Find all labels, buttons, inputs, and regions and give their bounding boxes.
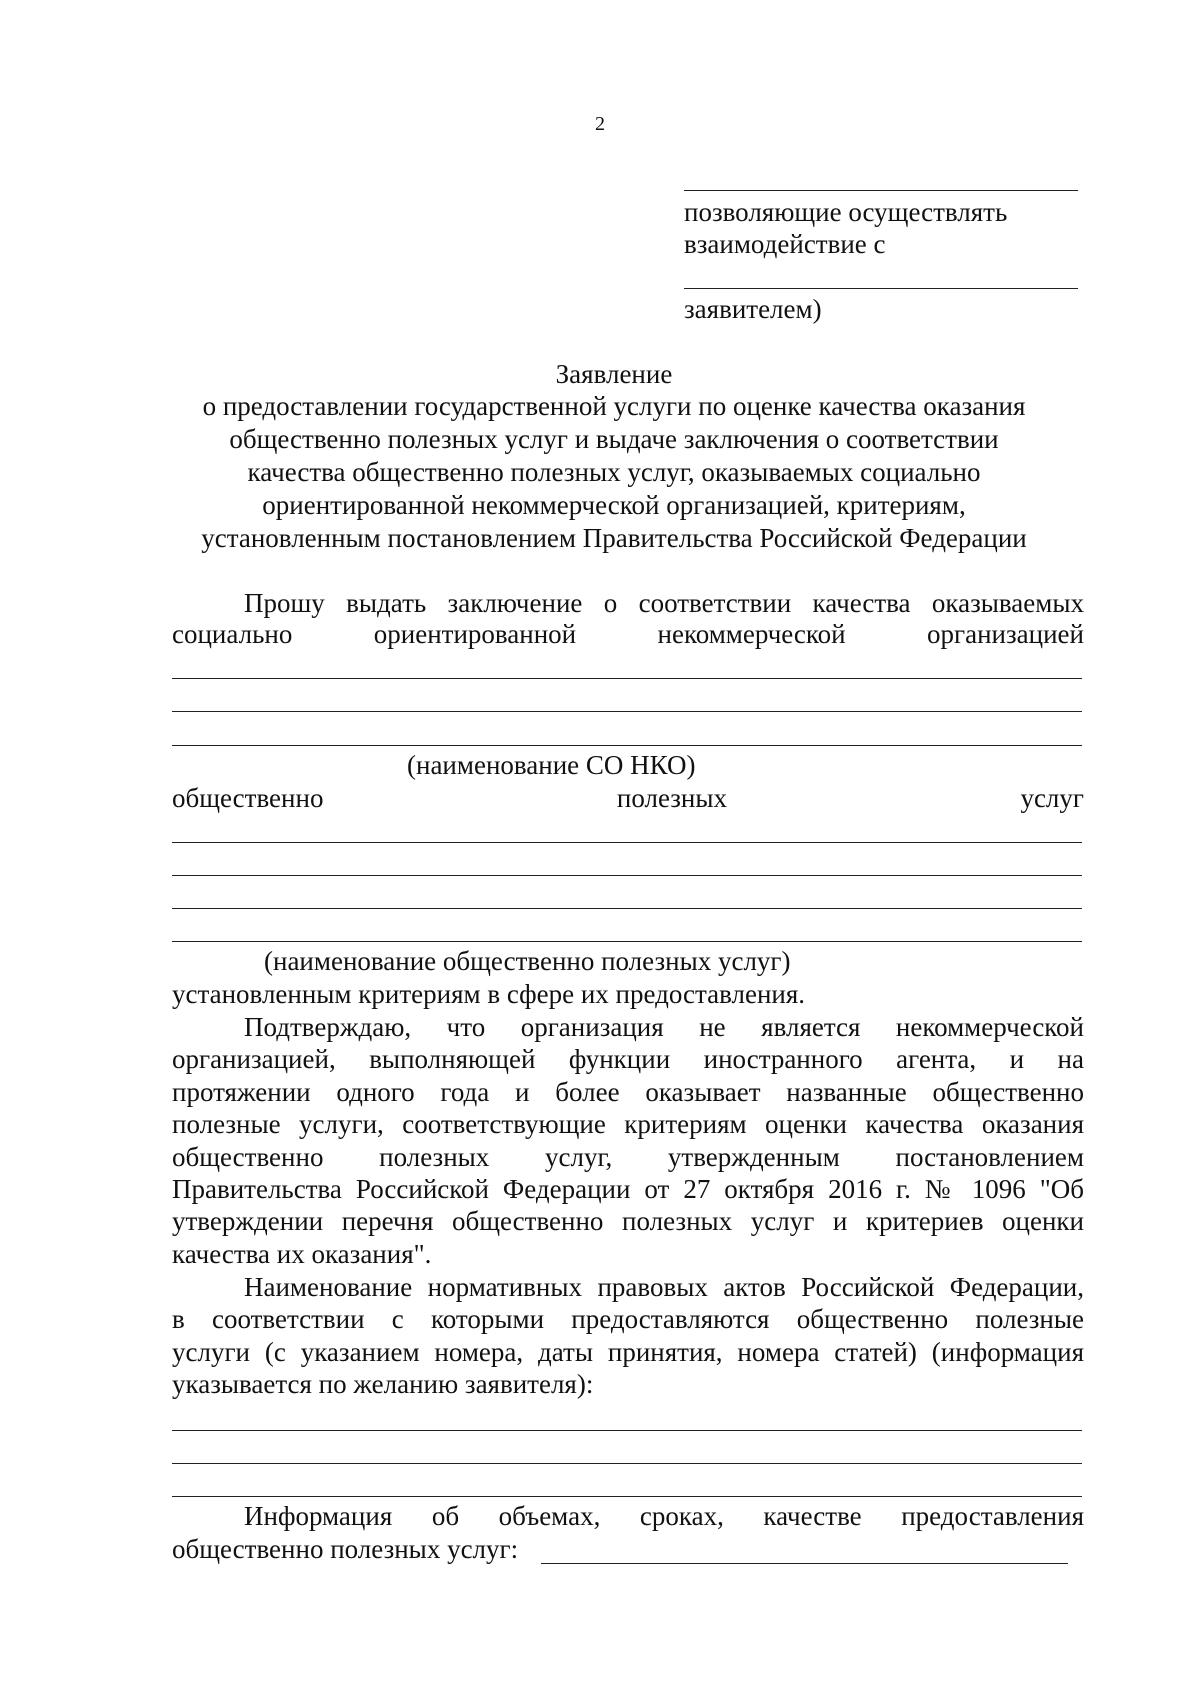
title-line-3: качества общественно полезных услуг, оказываемых социально: [247, 457, 981, 487]
title-line-5: установленным постановлением Правительства Российской Федерации: [201, 523, 1027, 553]
services-word-2: полезных: [616, 783, 728, 813]
services-line-2: [172, 875, 1082, 876]
request-line-1-text: Прошу выдать заключение о соответствии качества оказываемых: [244, 588, 1084, 618]
org-name-line-2: [172, 711, 1082, 712]
confirm-line-8: качества их оказания".: [172, 1238, 432, 1269]
page-number: 2: [595, 113, 605, 135]
services-line-1: [172, 842, 1082, 843]
confirm-line-3: протяжении одного года и более оказывает названные общественно: [172, 1076, 1084, 1107]
confirm-line-6: Правительства Российской Федерации от 27 октября 2016 г. № 1096 "Об: [172, 1173, 1084, 1204]
header-rule-2: [684, 288, 1078, 289]
request-line-3: [172, 782, 1084, 814]
confirm-line-4: полезные услуги, соответствующие критериям оценки качества оказания: [172, 1109, 1084, 1140]
title-line-4: ориентированной некоммерческой организацией, критериям,: [262, 490, 966, 520]
normative-acts-paragraph: [172, 1271, 1084, 1401]
request-word-2: ориентированной: [373, 619, 577, 649]
org-name-line-1: [172, 678, 1082, 679]
acts-line-3: услуги (с указанием номера, даты принятия, номера статей) (информация: [172, 1336, 1084, 1367]
confirm-line-1: Подтверждаю, что организация не является некоммерческой: [244, 1012, 1084, 1042]
services-line-4: [172, 941, 1082, 942]
request-line-4: установленным критериям в сфере их предоставления.: [172, 979, 806, 1009]
request-line-1: [244, 587, 1084, 619]
org-name-line-3: [172, 745, 1082, 746]
request-line-2: [172, 618, 1084, 650]
services-caption: (наименование общественно полезных услуг): [264, 946, 791, 976]
volume-line-1: [244, 1500, 1084, 1532]
header-line-3: заявителем): [684, 294, 822, 324]
acts-blank-line-2: [172, 1463, 1082, 1464]
request-word-4: организацией: [927, 619, 1084, 649]
confirm-line-2: организацией, выполняющей функции иностранного агента, и на: [172, 1044, 1084, 1075]
title-line-2: общественно полезных услуг и выдаче заключения о соответствии: [229, 424, 999, 454]
confirm-line-7: утверждении перечня общественно полезных услуг и критериев оценки: [172, 1206, 1084, 1237]
services-word-1: общественно: [172, 783, 324, 813]
services-line-3: [172, 908, 1082, 909]
acts-line-1: Наименование нормативных правовых актов Российской Федерации,: [244, 1272, 1084, 1302]
acts-line-2: в соответствии с которыми предоставляются общественно полезные: [172, 1304, 1084, 1335]
org-name-caption: (наименование СО НКО): [407, 750, 696, 780]
document-title: Заявление: [555, 359, 673, 389]
acts-line-4: указывается по желанию заявителя):: [172, 1369, 594, 1400]
header-rule-1: [684, 190, 1078, 191]
volume-line-1-text: Информация об объемах, сроках, качестве предоставления: [244, 1501, 1084, 1531]
acts-blank-line-3: [172, 1496, 1082, 1497]
request-word-1: социально: [172, 619, 293, 649]
services-word-3: услуг: [1020, 783, 1084, 813]
header-line-2: взаимодействие с: [684, 229, 886, 259]
acts-blank-line-1: [172, 1430, 1082, 1431]
volume-line-2: общественно полезных услуг:: [172, 1534, 519, 1564]
request-word-3: некоммерческой: [657, 619, 846, 649]
confirmation-paragraph: [172, 1011, 1084, 1270]
header-line-1: позволяющие осуществлять: [684, 197, 1008, 227]
volume-blank-line: [541, 1563, 1068, 1564]
confirm-line-5: общественно полезных услуг, утвержденным постановлением: [172, 1141, 1084, 1172]
title-line-1: о предоставлении государственной услуги по оценке качества оказания: [202, 391, 1026, 421]
